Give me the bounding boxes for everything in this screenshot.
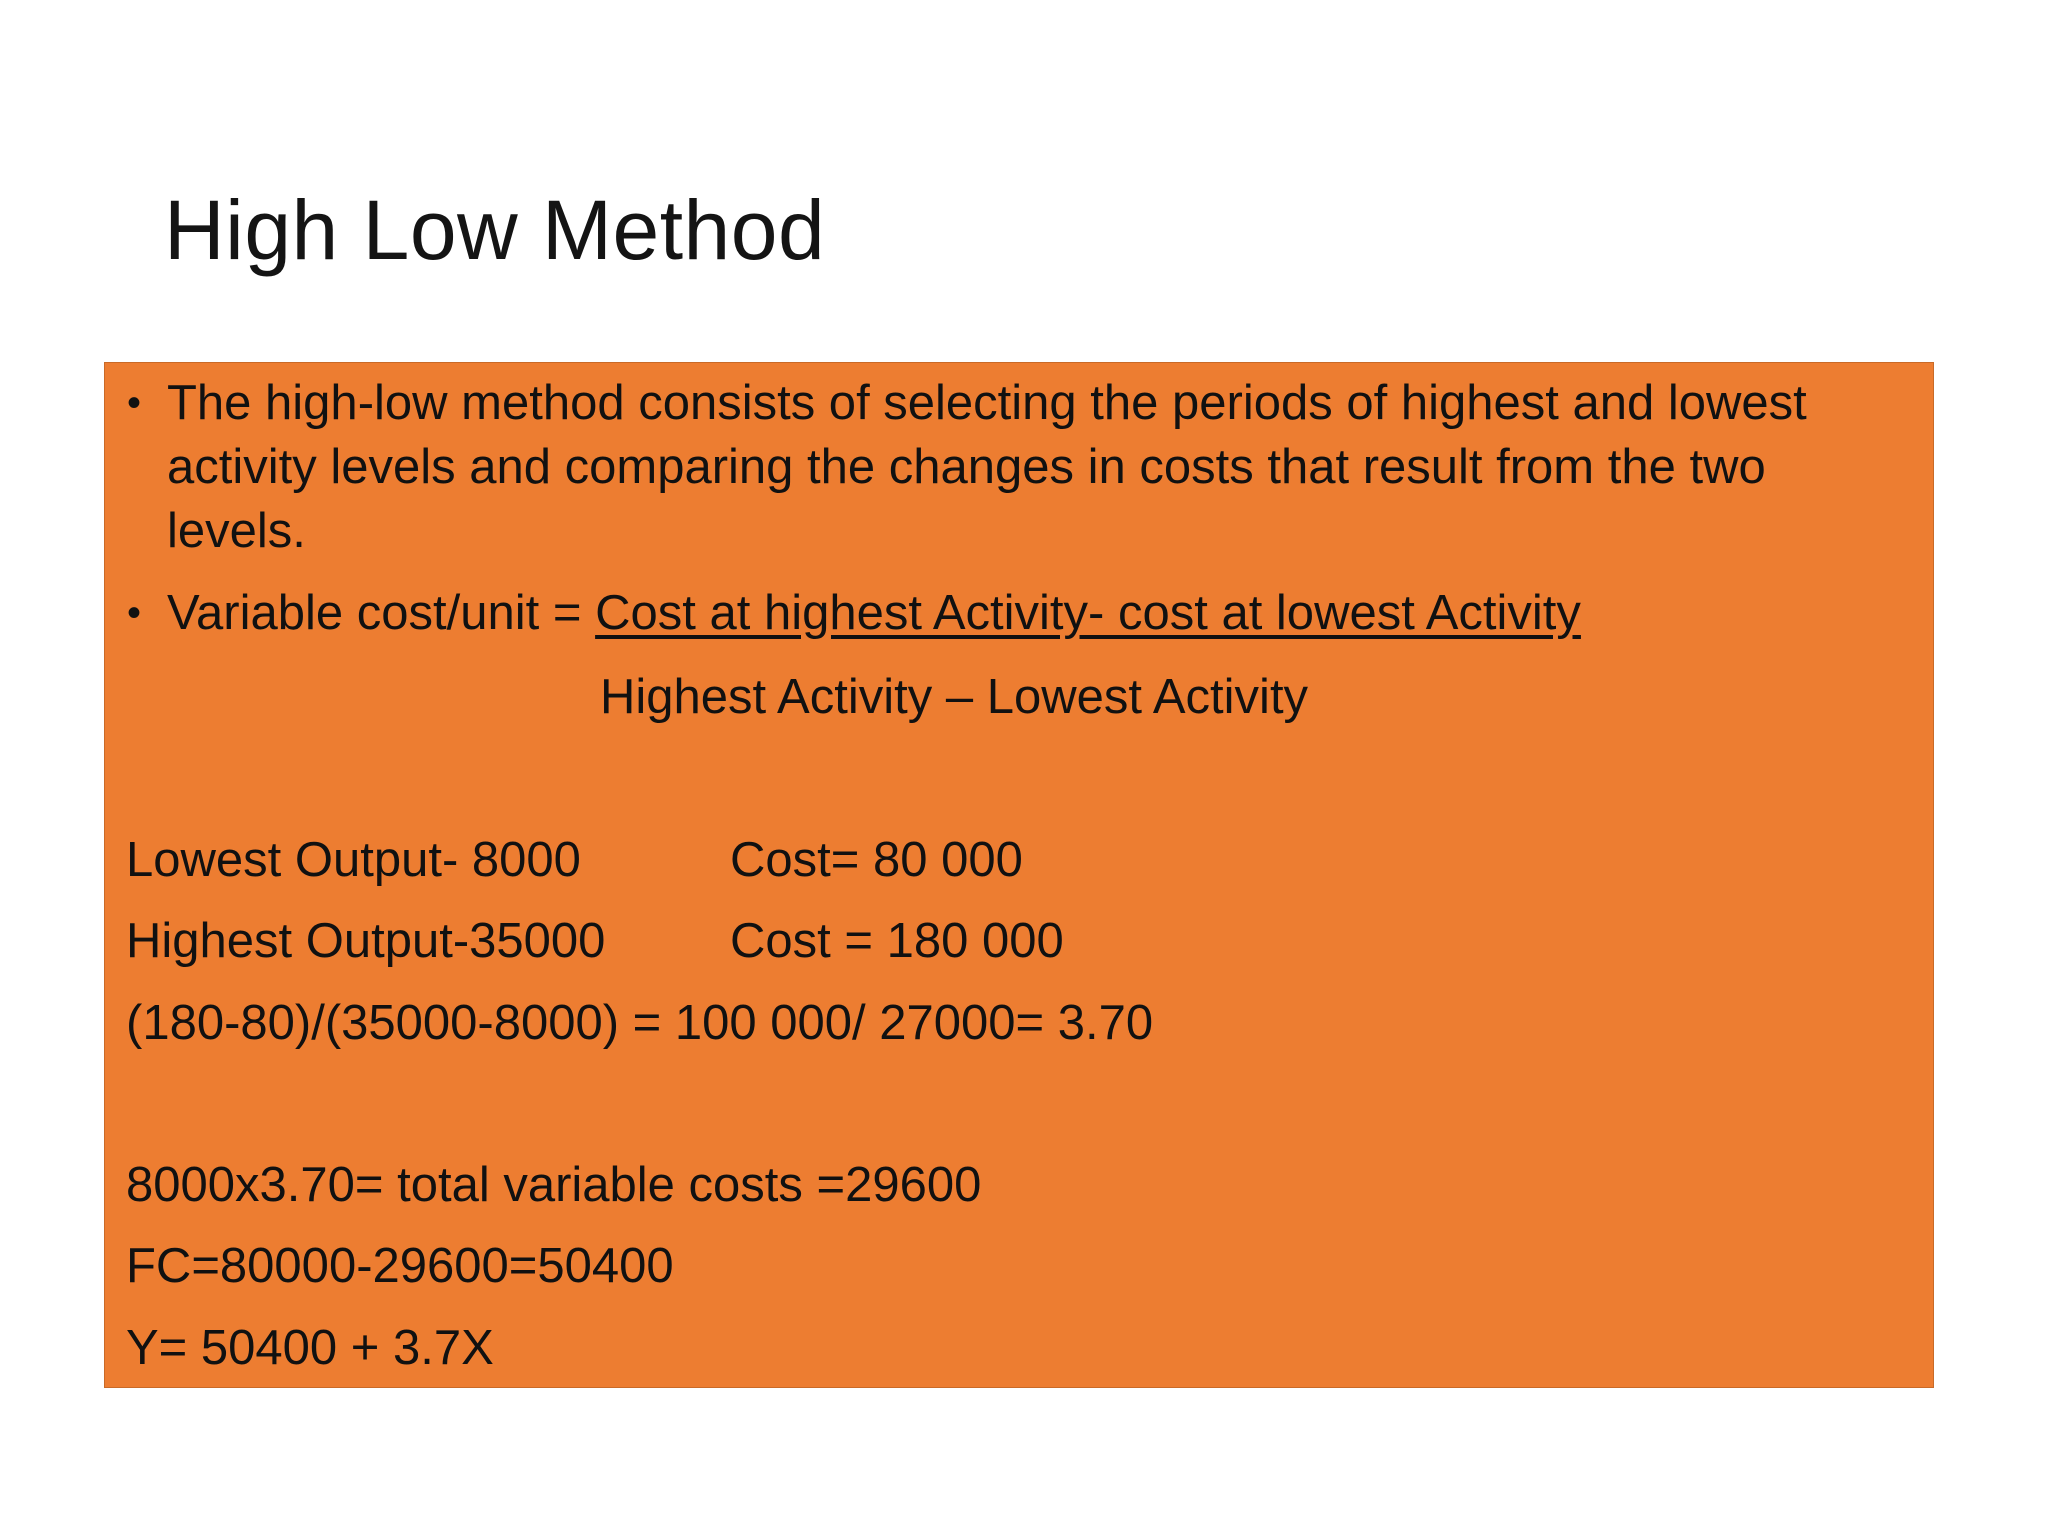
- bullet-definition-text: The high-low method consists of selecting the periods of highest and lowest activity levels and comparing the changes in costs that result from the two levels.: [167, 376, 1807, 558]
- formula-denominator: Highest Activity – Lowest Activity: [600, 670, 1309, 724]
- formula-numerator: Cost at highest Activity- cost at lowest Activity: [595, 586, 1581, 640]
- lowest-output-row: [126, 828, 1023, 892]
- bullet-dot-icon: •: [127, 591, 142, 635]
- formula-line: [167, 581, 1912, 645]
- bullet-definition: [127, 371, 1912, 563]
- formula-prefix: Variable cost/unit =: [167, 586, 596, 640]
- cost-equation: Y= 50400 + 3.7X: [126, 1321, 494, 1375]
- fixed-costs: FC=80000-29600=50400: [126, 1239, 674, 1293]
- highest-output: Highest Output-35000: [126, 914, 606, 968]
- bullet-dot-icon: •: [127, 381, 142, 425]
- highest-cost: Cost = 180 000: [730, 914, 1064, 968]
- highest-output-row: [126, 909, 1064, 973]
- lowest-output: Lowest Output- 8000: [126, 833, 581, 887]
- variable-cost-calculation: (180-80)/(35000-8000) = 100 000/ 27000= 3.70: [126, 996, 1154, 1050]
- slide-title: High Low Method: [164, 183, 826, 277]
- bullet-formula: [127, 581, 1912, 645]
- content-box: [104, 362, 1934, 1388]
- total-variable-costs: 8000x3.70= total variable costs =29600: [126, 1158, 982, 1212]
- lowest-cost: Cost= 80 000: [730, 833, 1023, 887]
